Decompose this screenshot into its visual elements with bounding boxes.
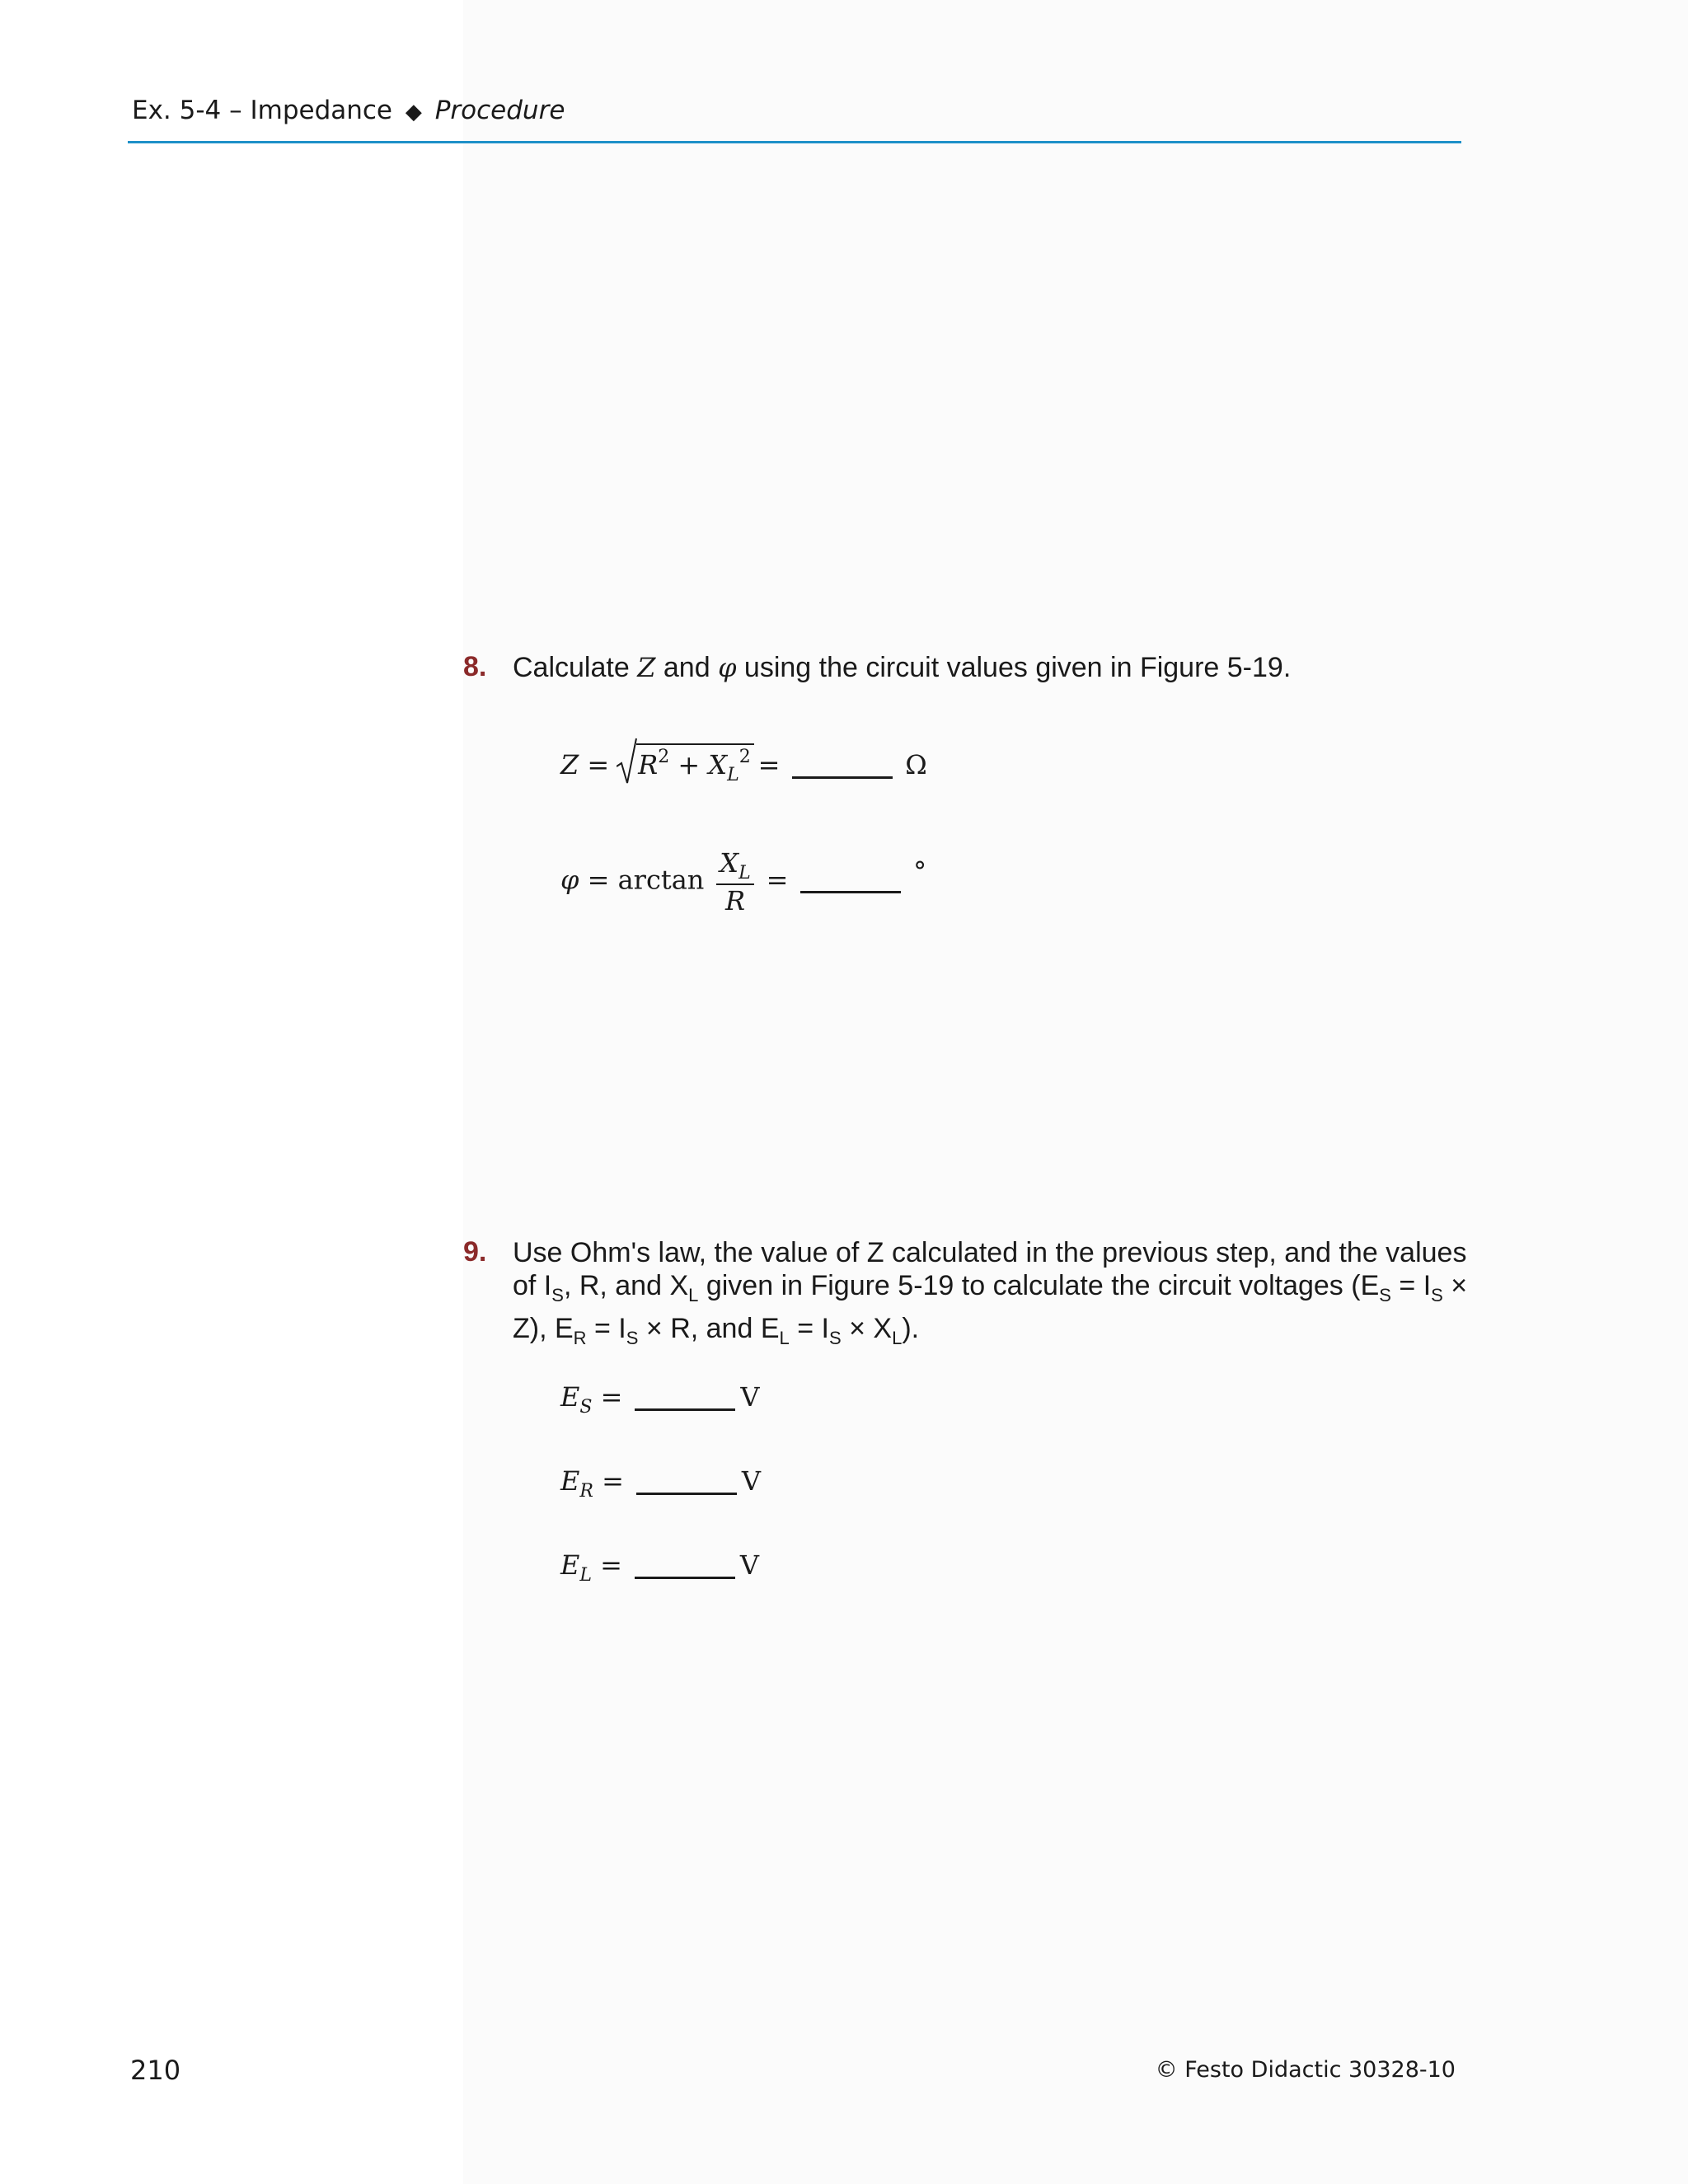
copyright: © Festo Didactic 30328-10 xyxy=(1155,2057,1456,2083)
volt-unit: V xyxy=(741,1465,761,1497)
step-text: Calculate Z and φ using the circuit values given in Figure 5-19. xyxy=(513,652,1292,683)
step-number: 8. xyxy=(463,651,487,682)
answer-blank[interactable] xyxy=(635,1577,735,1579)
step-8 xyxy=(463,651,1535,701)
es-equation: $E_S = V$ xyxy=(560,1381,760,1418)
ohm-unit: Ω xyxy=(905,749,927,780)
answer-blank[interactable] xyxy=(800,891,901,893)
radical-icon xyxy=(617,737,638,786)
volt-unit: V xyxy=(740,1381,760,1413)
step-9 xyxy=(463,1236,1469,1348)
header-rule xyxy=(128,141,1461,143)
volt-unit: V xyxy=(739,1549,759,1581)
fraction: $\frac{X_L}{R}$ xyxy=(716,847,753,916)
phase-angle-equation: φ = arctan $\frac{X_L}{R}$ = ° xyxy=(560,847,927,916)
el-equation: $E_L = V$ xyxy=(560,1549,759,1586)
page-number: 210 xyxy=(130,2055,181,2086)
header-subsection: Procedure xyxy=(434,96,565,125)
impedance-equation: Z = $R^2 + X_L^2 = \Omega$ xyxy=(560,742,927,785)
running-header xyxy=(132,96,565,125)
degree-unit: ° xyxy=(913,855,927,888)
eq-lhs: Z = xyxy=(560,749,610,780)
er-equation: $E_R = V$ xyxy=(560,1465,761,1502)
square-root: $R^2 + X_L^2$ xyxy=(617,742,751,785)
content-shade xyxy=(463,0,1688,2184)
step-number: 9. xyxy=(463,1236,487,1268)
answer-blank[interactable] xyxy=(635,1408,735,1411)
header-section: Ex. 5-4 – Impedance xyxy=(132,96,393,125)
step-text: Use Ohm's law, the value of Z calculated in the previous step, and the values of $I_S$, R, and $X_L$ given in Figure 5-19 to calculate the circuit voltages ($E_S = I_S$ × Z), $E_R = I_S \times R$, and $E_L = I_S \times X_L$). xyxy=(513,1237,1468,1348)
diamond-icon: ◆ xyxy=(405,100,422,124)
answer-blank[interactable] xyxy=(792,776,893,779)
answer-blank[interactable] xyxy=(636,1493,737,1495)
